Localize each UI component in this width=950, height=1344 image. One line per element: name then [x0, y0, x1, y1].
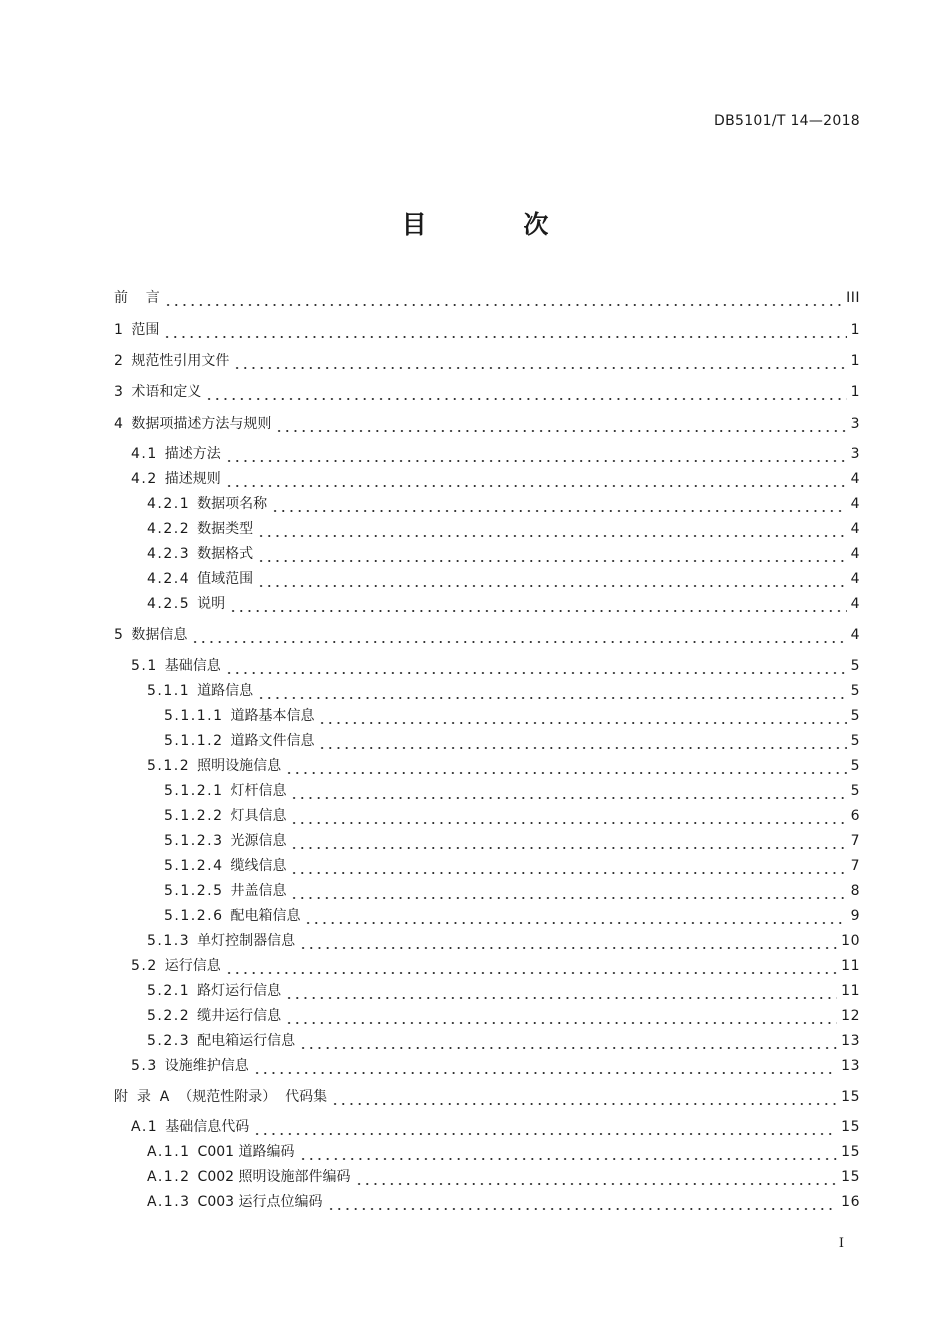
toc-entry[interactable]: [164, 878, 860, 900]
toc-dot-leader: [225, 961, 837, 975]
toc-entry-page: 11: [841, 958, 860, 974]
toc-dot-leader: [290, 811, 846, 825]
toc-entry-label: 缆井运行信息: [197, 1008, 282, 1024]
toc-entry-page: 4: [850, 471, 860, 487]
toc-entry-label: 光源信息: [230, 833, 287, 849]
toc-dot-leader: [285, 986, 837, 1000]
toc-entry[interactable]: [114, 348, 860, 370]
toc-entry[interactable]: [147, 928, 860, 950]
toc-entry-label: 数据格式: [197, 546, 254, 562]
toc-entry-label: 说明: [197, 596, 226, 612]
toc-entry-page: 4: [850, 496, 860, 512]
toc-entry[interactable]: [164, 778, 860, 800]
toc-dot-leader: [191, 630, 846, 644]
toc-entry[interactable]: [164, 803, 860, 825]
toc-entry-number: 5.1.1.2: [164, 733, 224, 749]
toc-entry-number: 5.1.2.5: [164, 883, 224, 899]
toc-entry[interactable]: [164, 728, 860, 750]
toc-dot-leader: [355, 1172, 838, 1186]
toc-entry-number: 5.1: [131, 658, 158, 674]
toc-dot-leader: [290, 786, 846, 800]
toc-entry-number: A.1.3: [147, 1194, 191, 1210]
toc-entry[interactable]: [147, 753, 860, 775]
toc-entry-page: 5: [850, 758, 860, 774]
toc-entry-label: 道路文件信息: [230, 733, 315, 749]
toc-dot-leader: [257, 686, 846, 700]
toc-dot-leader: [271, 499, 846, 513]
toc-entry-page: 13: [841, 1033, 860, 1049]
toc-entry-number: 4.2.2: [147, 521, 191, 537]
toc-entry-label: 基础信息: [164, 658, 221, 674]
toc-entry-page: 8: [850, 883, 860, 899]
toc-entry-number: 2: [114, 353, 125, 369]
toc-dot-leader: [253, 1122, 837, 1136]
toc-entry-number: 3: [114, 384, 125, 400]
toc-entry-label: 基础信息代码: [165, 1119, 250, 1135]
toc-entry-number: 5.1.2.1: [164, 783, 224, 799]
toc-entry-page: 7: [850, 833, 860, 849]
toc-entry[interactable]: [164, 828, 860, 850]
toc-dot-leader: [318, 736, 846, 750]
toc-entry-number: 4.2: [131, 471, 158, 487]
toc-entry[interactable]: [147, 1003, 860, 1025]
toc-entry[interactable]: [131, 653, 860, 675]
toc-entry-label: 配电箱信息: [230, 908, 301, 924]
toc-entry-label: 数据项名称: [197, 496, 268, 512]
toc-dot-leader: [257, 549, 846, 563]
toc-dot-leader: [285, 761, 846, 775]
toc-entry-page: 4: [850, 521, 860, 537]
toc-entry-label: 附 录 A （规范性附录） 代码集: [114, 1089, 328, 1105]
toc-entry-number: A.1.1: [147, 1144, 191, 1160]
toc-entry-page: 4: [850, 627, 860, 643]
toc-dot-leader: [225, 661, 847, 675]
toc-entry-label: 值域范围: [197, 571, 254, 587]
toc-entry-page: 3: [850, 416, 860, 432]
toc-dot-leader: [205, 387, 846, 401]
toc-entry[interactable]: [114, 1084, 860, 1106]
toc-entry[interactable]: [147, 591, 860, 613]
toc-entry-page: 15: [841, 1169, 860, 1185]
toc-entry[interactable]: [131, 953, 860, 975]
toc-entry[interactable]: [131, 466, 860, 488]
toc-entry-page: 5: [850, 708, 860, 724]
toc-entry-page: 1: [850, 384, 860, 400]
toc-entry-number: 5: [114, 627, 125, 643]
toc-entry[interactable]: [147, 566, 860, 588]
toc-dot-leader: [225, 449, 847, 463]
toc-dot-leader: [299, 1147, 838, 1161]
toc-entry-page: 16: [841, 1194, 860, 1210]
toc-entry[interactable]: [147, 678, 860, 700]
toc-entry-number: 5.1.1: [147, 683, 191, 699]
toc-entry-page: 4: [850, 596, 860, 612]
toc-entry-number: A.1.2: [147, 1169, 191, 1185]
toc-entry-label: 描述方法: [164, 446, 221, 462]
toc-dot-leader: [285, 1011, 837, 1025]
toc-entry[interactable]: [131, 441, 860, 463]
toc-dot-leader: [290, 886, 846, 900]
toc-entry[interactable]: [164, 853, 860, 875]
toc-entry-number: 5.1.1.1: [164, 708, 224, 724]
toc-entry-label: 灯杆信息: [230, 783, 287, 799]
toc-dot-leader: [327, 1197, 838, 1211]
page-title: 目 次: [401, 210, 593, 239]
toc-entry[interactable]: [114, 411, 860, 433]
toc-entry-number: A.1: [131, 1119, 159, 1135]
toc-dot-leader: [304, 911, 846, 925]
toc-entry[interactable]: [131, 1114, 860, 1136]
toc-dot-leader: [257, 524, 846, 538]
toc-entry-label: 照明设施信息: [197, 758, 282, 774]
toc-dot-leader: [225, 474, 847, 488]
toc-entry-number: 5.2: [131, 958, 158, 974]
toc-entry-page: 5: [850, 658, 860, 674]
toc-entry-page: 6: [850, 808, 860, 824]
toc-entry-page: 4: [850, 546, 860, 562]
doc-code: DB5101/T 14—2018: [714, 113, 860, 129]
toc-entry-page: 15: [841, 1119, 860, 1135]
toc-entry[interactable]: [164, 903, 860, 925]
toc-entry-page: 12: [841, 1008, 860, 1024]
toc-entry-number: 5.2.3: [147, 1033, 191, 1049]
toc-entry-number: 4.2.4: [147, 571, 191, 587]
toc-dot-leader: [299, 1036, 837, 1050]
toc-entry-number: 4.2.3: [147, 546, 191, 562]
page-number: I: [838, 1236, 844, 1251]
toc-entry[interactable]: [147, 541, 860, 563]
toc-entry-label: 范围: [131, 322, 160, 338]
toc-entry-label: C002 照明设施部件编码: [197, 1169, 351, 1185]
toc-entry[interactable]: [131, 1053, 860, 1075]
toc-entry-page: 13: [841, 1058, 860, 1074]
toc-entry-page: 15: [841, 1144, 860, 1160]
toc-entry-label: 单灯控制器信息: [197, 933, 296, 949]
toc-entry[interactable]: [114, 622, 860, 644]
toc-dot-leader: [275, 419, 846, 433]
toc-entry[interactable]: [147, 1139, 860, 1161]
toc-dot-leader: [163, 325, 846, 339]
toc-dot-leader: [229, 599, 846, 613]
toc-entry-page: 5: [850, 733, 860, 749]
toc-entry-number: 4.2.5: [147, 596, 191, 612]
toc-entry[interactable]: [114, 317, 860, 339]
toc-entry-number: 5.1.2: [147, 758, 191, 774]
toc-entry-label: 井盖信息: [230, 883, 287, 899]
toc-entry[interactable]: [147, 1028, 860, 1050]
toc-entry-number: 4.2.1: [147, 496, 191, 512]
toc-entry-page: III: [846, 290, 860, 306]
toc-entry-page: 10: [841, 933, 860, 949]
toc-entry-number: 5.2.1: [147, 983, 191, 999]
toc-dot-leader: [331, 1092, 837, 1106]
toc-entry-number: 4: [114, 416, 125, 432]
toc-entry-label: 前 言: [114, 290, 160, 306]
toc-entry[interactable]: [164, 703, 860, 725]
toc-entry-label: 缆线信息: [230, 858, 287, 874]
toc-entry-number: 5.1.3: [147, 933, 191, 949]
toc-entry-page: 15: [841, 1089, 860, 1105]
toc-entry-page: 4: [850, 571, 860, 587]
toc-entry-number: 5.1.2.4: [164, 858, 224, 874]
toc-entry-label: C001 道路编码: [197, 1144, 295, 1160]
toc-entry-label: 描述规则: [164, 471, 221, 487]
toc-entry-page: 1: [850, 353, 860, 369]
toc-entry[interactable]: [147, 1189, 860, 1211]
toc-entry-number: 5.1.2.2: [164, 808, 224, 824]
toc-entry[interactable]: [114, 285, 860, 307]
toc-entry-label: 配电箱运行信息: [197, 1033, 296, 1049]
toc-entry-label: 道路基本信息: [230, 708, 315, 724]
toc-entry-page: 7: [850, 858, 860, 874]
toc-entry-page: 5: [850, 783, 860, 799]
toc-entry[interactable]: [147, 978, 860, 1000]
toc-entry-label: C003 运行点位编码: [197, 1194, 323, 1210]
toc-entry-label: 运行信息: [164, 958, 221, 974]
toc-entry-label: 道路信息: [197, 683, 254, 699]
toc-entry-page: 1: [850, 322, 860, 338]
toc-entry-page: 5: [850, 683, 860, 699]
toc-dot-leader: [290, 836, 846, 850]
toc-entry-label: 规范性引用文件: [131, 353, 230, 369]
toc-entry[interactable]: [147, 516, 860, 538]
toc-dot-leader: [299, 936, 837, 950]
toc-entry-number: 1: [114, 322, 125, 338]
toc-entry[interactable]: [147, 1164, 860, 1186]
toc-dot-leader: [290, 861, 846, 875]
toc-entry-number: 5.1.2.3: [164, 833, 224, 849]
toc-entry-label: 术语和定义: [131, 384, 202, 400]
toc-entry[interactable]: [114, 379, 860, 401]
toc-entry-page: 9: [850, 908, 860, 924]
toc-entry-label: 灯具信息: [230, 808, 287, 824]
toc-entry[interactable]: [147, 491, 860, 513]
toc-entry-label: 路灯运行信息: [197, 983, 282, 999]
toc-entry-page: 3: [850, 446, 860, 462]
toc-entry-number: 4.1: [131, 446, 158, 462]
toc-entry-label: 设施维护信息: [164, 1058, 249, 1074]
toc-entry-number: 5.2.2: [147, 1008, 191, 1024]
toc-dot-leader: [233, 356, 846, 370]
toc-dot-leader: [257, 574, 846, 588]
toc-entry-number: 5.3: [131, 1058, 158, 1074]
toc-entry-label: 数据项描述方法与规则: [131, 416, 272, 432]
toc-entry-label: 数据信息: [131, 627, 188, 643]
toc-dot-leader: [164, 293, 842, 307]
toc-entry-label: 数据类型: [197, 521, 254, 537]
toc-entry-page: 11: [841, 983, 860, 999]
toc-dot-leader: [253, 1061, 837, 1075]
toc-dot-leader: [318, 711, 846, 725]
toc-entry-number: 5.1.2.6: [164, 908, 224, 924]
